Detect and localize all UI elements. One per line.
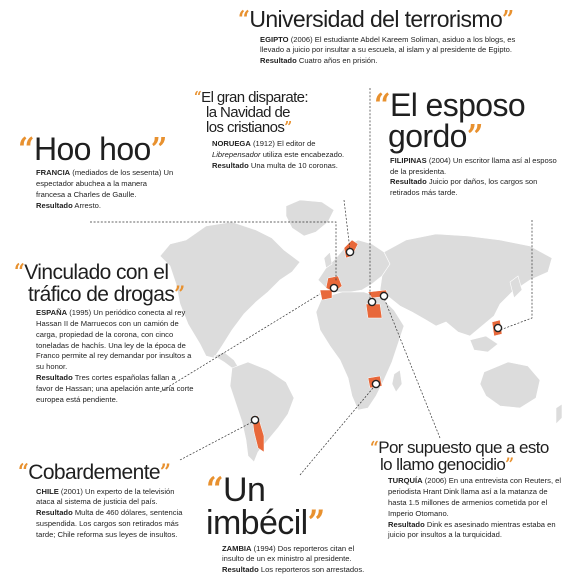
quote-body xyxy=(206,544,366,576)
quote-body xyxy=(14,308,194,405)
close-quote-icon: ” xyxy=(174,280,185,306)
result-label: Resultado xyxy=(222,565,259,575)
result-text: Los reporteros son arrestados. xyxy=(260,565,365,575)
highlight-egypt xyxy=(366,304,382,318)
country-label: CHILE xyxy=(36,486,59,496)
leader-norway xyxy=(344,200,350,250)
quote-france xyxy=(18,130,178,212)
year: (1912) xyxy=(252,139,275,149)
country-label: NORUEGA xyxy=(212,139,251,149)
quote-body xyxy=(18,487,188,541)
result-text: Dink es asesinado mientras estaba en juicio por insultos a la turquicidad. xyxy=(388,519,556,540)
result-label: Resultado xyxy=(260,56,297,66)
close-quote-icon: ” xyxy=(284,118,292,137)
open-quote-icon: “ xyxy=(14,259,25,284)
close-quote-icon: ” xyxy=(160,459,171,484)
result-label: Resultado xyxy=(390,177,427,187)
description: Dos reporteros citan el insulto de un ex ministro al presidente. xyxy=(222,543,355,564)
result-text: Una multa de 10 coronas. xyxy=(250,160,338,170)
publication-name: Librepensador xyxy=(212,149,261,159)
quote-body xyxy=(370,476,566,541)
country-label: EGIPTO xyxy=(260,34,289,44)
quote-egypt xyxy=(238,8,538,67)
asia xyxy=(380,234,552,336)
highlight-spain xyxy=(320,290,332,300)
close-quote-icon: ” xyxy=(502,6,514,33)
quote-body: NORUEGA (1912) El editor de Librepensador utiliza este encabezado. Resultado Una multa de 10 coronas. xyxy=(212,139,345,170)
year: (2006) xyxy=(424,476,447,486)
marker-france xyxy=(330,284,337,291)
description: En una entrevista con Reuters, el periodista Hrant Dink llama así a la matanza de hasta 1.5 millones de armenios cometida por el Imperio Otomano. xyxy=(388,476,562,518)
headline: “Un imbécil” xyxy=(206,470,325,544)
quote-zambia xyxy=(206,470,366,576)
year: (2004) xyxy=(428,155,451,165)
open-quote-icon: “ xyxy=(374,86,390,124)
description: Un escritor llama así al esposo de la presidenta. xyxy=(390,155,557,176)
new-zealand xyxy=(556,404,562,424)
open-quote-icon: “ xyxy=(194,88,202,106)
open-quote-icon: “ xyxy=(238,6,250,33)
year: (2006) xyxy=(290,34,313,44)
open-quote-icon: “ xyxy=(18,130,34,168)
marker-philippines xyxy=(494,324,501,331)
description: El estudiante Abdel Kareem Soliman, asiduo a los blogs, es llevado a juicio por insultar a su escuela, al islam y al presidente de Egipto. xyxy=(260,34,516,55)
quote-spain: “Vinculado con el tráfico de drogas” ESPAÑA (1995) Un periódico conecta al rey Hassan II de Marruecos con un camión de carga, propiedad de la corona, con cinco toneladas de hachís. Una ley de la época de Franco permite al rey demandar por insultos a su honor. Resultado Tres cortes españolas fallan a favor de Hassan; una apelación ante una corte europea está pendiente. xyxy=(14,259,194,404)
headline: “Por supuesto que a esto xyxy=(370,438,549,458)
quote-body xyxy=(18,168,178,211)
description: Un experto de la televisión ataca al sistema de justicia del país. xyxy=(36,486,175,507)
quote-norway: “El gran disparate: la Navidad de los cristianos” NORUEGA (1912) El editor de Librepensador utiliza este encabezado. Resultado Una multa de 10 coronas. xyxy=(194,90,354,171)
year: (2001) xyxy=(60,486,83,496)
headline: “Vinculado con el xyxy=(14,259,169,284)
leader-chile xyxy=(180,420,256,460)
africa xyxy=(316,292,404,410)
marker-egypt xyxy=(368,298,375,305)
quote-body xyxy=(374,156,564,199)
marker-turkey xyxy=(380,292,387,299)
result-label: Resultado xyxy=(388,519,425,529)
headline: “Universidad del terrorismo” xyxy=(238,6,514,33)
australia xyxy=(480,362,540,408)
open-quote-icon: “ xyxy=(370,438,379,458)
headline: “El gran disparate: xyxy=(194,88,308,106)
year: (1995) xyxy=(69,308,92,318)
se-asia-islands xyxy=(470,336,498,352)
quote-turkey: “Por supuesto que a esto lo llamo genocidio” TURQUÍA (2006) En una entrevista con Reuters, el periodista Hrant Dink llama así a la matanza de hasta 1.5 millones de armenios cometida por el Imperio Otomano. Resultado Dink es asesinado mientras estaba en juicio por insultos a la turquicidad. xyxy=(370,440,566,541)
country-label: ZAMBIA xyxy=(222,543,252,553)
headline: “Cobardemente” xyxy=(18,459,171,484)
close-quote-icon: ” xyxy=(150,130,167,168)
result-text: Multa de 460 dólares, sentencia suspendida. Los cargos son retirados más tarde; Chile reforma sus leyes de insultos. xyxy=(36,508,183,539)
result-label: Resultado xyxy=(36,508,73,518)
result-label: Resultado xyxy=(36,200,73,210)
headline: “El esposo xyxy=(374,86,526,124)
quote-philippines: “El esposo gordo” FILIPINAS (2004) Un escritor llama así al esposo de la presidenta. Resultado Juicio por daños, los cargos son retirados más tarde. xyxy=(374,90,564,199)
year: (mediados de los sesenta) xyxy=(72,168,162,178)
result-text: Tres cortes españolas fallan a favor de Hassan; una apelación ante una corte europea está pendiente. xyxy=(36,372,194,404)
description: Un periódico conecta al rey Hassan II de Marruecos con un camión de carga, propiedad de la corona, con cinco toneladas de hachís. Una ley de la época de Franco permite al rey demandar por insultos a su honor. xyxy=(36,308,192,372)
quote-body xyxy=(238,35,538,67)
close-quote-icon: ” xyxy=(505,454,514,475)
greenland xyxy=(286,200,334,236)
close-quote-icon: ” xyxy=(466,117,483,156)
marker-norway xyxy=(346,248,353,255)
madagascar xyxy=(392,370,402,392)
result-label: Resultado xyxy=(212,160,249,170)
year: (1994) xyxy=(253,543,276,553)
marker-zambia xyxy=(372,380,379,387)
country-label: ESPAÑA xyxy=(36,308,68,318)
country-label: FILIPINAS xyxy=(390,155,427,165)
open-quote-icon: “ xyxy=(206,470,223,510)
result-label: Resultado xyxy=(36,372,73,382)
country-label: FRANCIA xyxy=(36,168,71,178)
description: Un espectador abuchea a la manera francesa a Charles de Gaulle. xyxy=(36,168,174,199)
marker-chile xyxy=(251,416,258,423)
result-text: Juicio por daños, los cargos son retirados más tarde. xyxy=(390,177,538,198)
quote-chile xyxy=(18,459,188,541)
close-quote-icon: ” xyxy=(307,503,325,544)
open-quote-icon: “ xyxy=(18,459,29,484)
result-text: Cuatro años en prisión. xyxy=(298,56,378,66)
headline: “Hoo hoo” xyxy=(18,130,167,168)
country-label: TURQUÍA xyxy=(388,476,423,486)
result-text: Arresto. xyxy=(74,200,102,210)
